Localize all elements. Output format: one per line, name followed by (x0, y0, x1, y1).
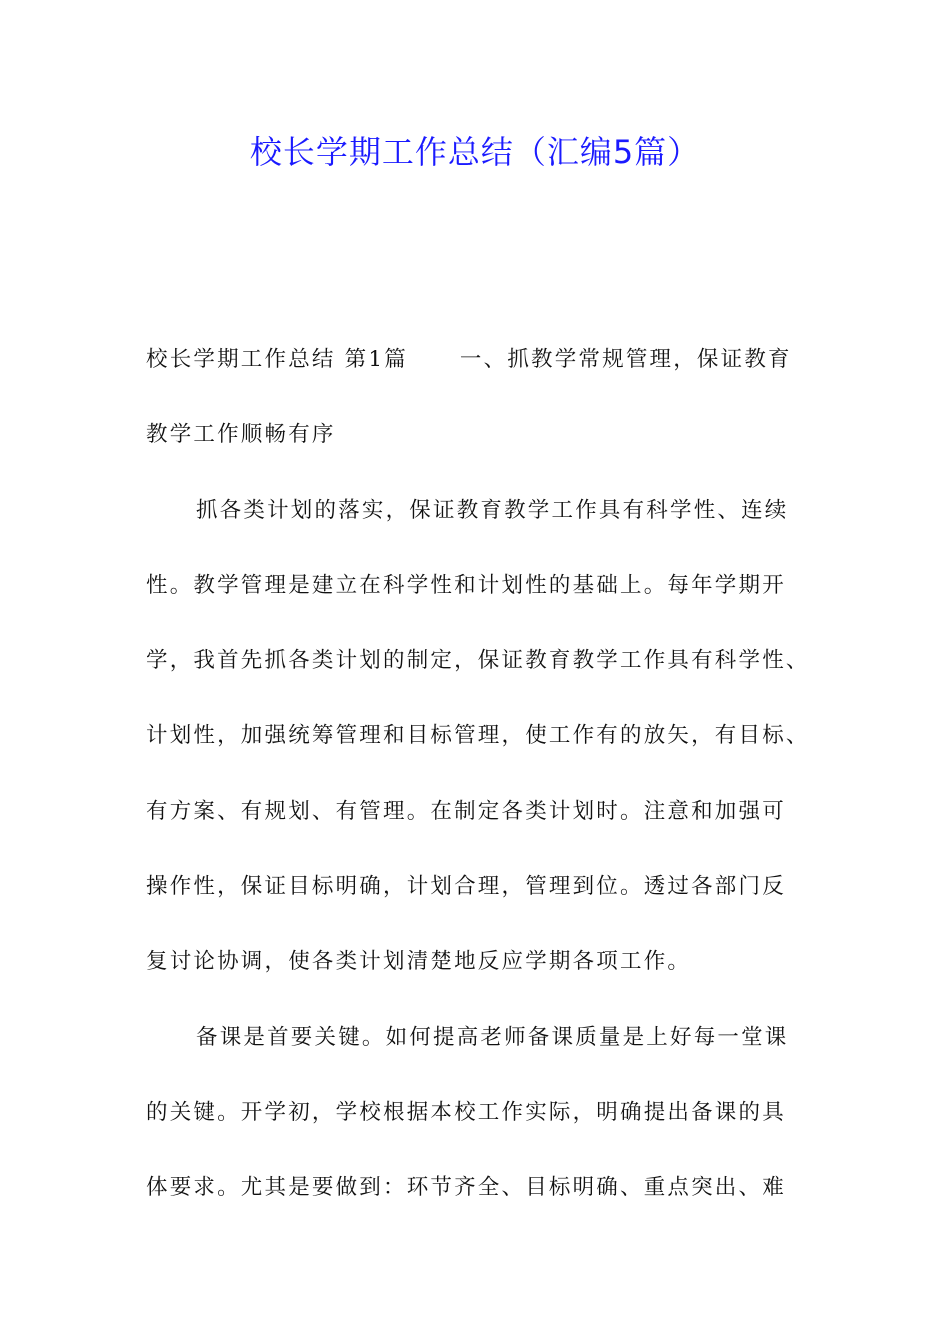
document-body (146, 334, 816, 1238)
text-line: 性。教学管理是建立在科学性和计划性的基础上。每年学期开 (146, 572, 786, 598)
text-line: 操作性，保证目标明确，计划合理，管理到位。透过各部门反 (146, 874, 786, 900)
text-line: 有方案、有规划、有管理。在制定各类计划时。注意和加强可 (146, 798, 786, 824)
paragraph-start-line: 抓各类计划的落实，保证教育教学工作具有科学性、连续 (196, 497, 789, 523)
paragraph-start-line: 备课是首要关键。如何提高老师备课质量是上好每一堂课 (196, 1024, 789, 1050)
text-line: 体要求。尤其是要做到：环节齐全、目标明确、重点突出、难 (146, 1175, 786, 1201)
section-subheading: 一、抓教学常规管理，保证教育 (459, 347, 792, 372)
text-line: 复讨论协调，使各类计划清楚地反应学期各项工作。 (146, 949, 692, 975)
text-line: 教学工作顺畅有序 (146, 422, 336, 448)
text-line: 计划性，加强统筹管理和目标管理，使工作有的放矢，有目标、 (146, 723, 810, 749)
text-line: 的关键。开学初，学校根据本校工作实际，明确提出备课的具 (146, 1099, 786, 1125)
section-heading: 校长学期工作总结 第1篇 (146, 347, 408, 372)
document-title: 校长学期工作总结（汇编5篇） (249, 133, 701, 171)
text-line: 学，我首先抓各类计划的制定，保证教育教学工作具有科学性、 (146, 648, 810, 674)
section-heading-line (146, 334, 816, 409)
